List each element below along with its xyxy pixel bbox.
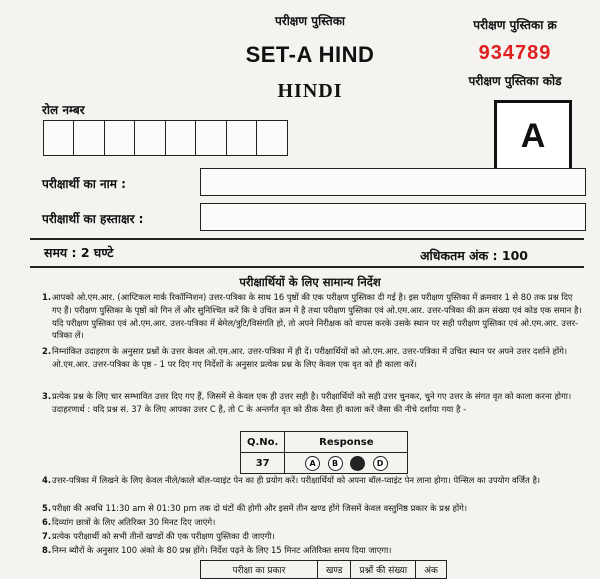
instruction-item: [42, 516, 582, 529]
candidate-name-label: परीक्षार्थी का नाम :: [42, 177, 126, 191]
instruction-text: परीक्षा की अवधि 11:30 am से 01:30 pm तक दो घंटों की होगी और इसमें तीन खण्ड होंगे जिसमें केवल वस्तुनिष्ठ प्रकार के प्रश्न होंगे।: [52, 503, 468, 513]
booklet-code-label: परीक्षण पुस्तिका कोड: [468, 74, 562, 88]
roll-digit-cell[interactable]: [43, 120, 75, 156]
instruction-number: 1.: [42, 292, 52, 302]
divider-bottom: [30, 266, 584, 268]
instruction-number: 6.: [42, 517, 52, 527]
section-header: खण्ड: [318, 561, 351, 579]
instruction-number: 2.: [42, 346, 52, 356]
instruction-item: [42, 502, 582, 515]
instruction-item: [42, 291, 582, 342]
bubble-d[interactable]: D: [373, 456, 388, 471]
instruction-item: [42, 390, 582, 416]
instruction-text: आपको ओ.एम.आर. (आप्टिकल मार्क रिकॉग्निशन) उत्तर-पत्रिका के साथ 16 पृष्ठों की एक परीक्षण पुस्तिका दी गई है। इस परीक्षण पुस्तिका में क्रमवार 1 से 80 तक प्रश्न दिए गए हैं। परीक्षण पुस्तिका के पृष्ठों को गिन लें और सुनिश्चित करें कि वे उचित क्रम में है तथा परीक्षण पुस्तिका एवं ओ.एम.आर. उत्तर-पत्रिका की क्रम संख्या एवं कोड एक समान है। यदि परीक्षण पुस्तिका एवं ओ.एम.आर. उत्तर-पत्रिका में बेमेल/त्रुटि/विसंगति हो, तो अपने निरीक्षक को वापस करके उसके स्थान पर सही परीक्षण पुस्तिका एवं ओ.एम.आर. उत्तर-पत्रिका लें।: [52, 292, 582, 341]
instruction-text: दिव्यांग छात्रों के लिए अतिरिक्त 30 मिनट दिए जाएंगे।: [52, 517, 216, 527]
roll-number-label: रोल नम्बर: [42, 103, 85, 117]
response-bubbles: [285, 453, 408, 474]
roll-digit-cell[interactable]: [226, 120, 258, 156]
qno-value: 37: [241, 453, 285, 474]
response-example-table: [240, 431, 408, 474]
marks-header: अंक: [416, 561, 447, 579]
subject-title: HINDI: [277, 80, 343, 102]
instruction-text: प्रत्येक प्रश्न के लिए चार सम्भावित उत्तर दिए गए हैं, जिसमें से केवल एक ही उत्तर सही है। परीक्षार्थियों को सही उत्तर चुनकर, चुने गए उत्तर के संगत वृत को काला करना होगा। उदाहरणार्थ : यदि प्रश्न सं. 37 के लिए आपका उत्तर C है, तो C के अन्तर्गत वृत को ठीक वैसा ही काला करें जैसा की नीचे दर्शाया गया है -: [52, 391, 572, 414]
instruction-item: [42, 345, 582, 371]
instruction-number: 7.: [42, 531, 52, 541]
instruction-number: 3.: [42, 391, 52, 401]
max-marks: अधिकतम अंक : 100: [420, 248, 528, 263]
exam-type-header: परीक्षा का प्रकार: [201, 561, 318, 579]
candidate-signature-field[interactable]: [200, 203, 586, 231]
roll-digit-cell[interactable]: [104, 120, 136, 156]
response-header: Response: [285, 432, 408, 453]
instructions-heading: परीक्षार्थियों के लिए सामान्य निर्देश: [239, 275, 381, 289]
bubble-b[interactable]: B: [328, 456, 343, 471]
roll-digit-cell[interactable]: [195, 120, 227, 156]
instruction-item: [42, 474, 582, 487]
booklet-number: 934789: [478, 42, 552, 64]
roll-digit-cell[interactable]: [256, 120, 288, 156]
instruction-text: निम्नांकित उदाहरण के अनुसार प्रश्नों के उत्तर केवल ओ.एम.आर. उत्तर-पत्रिका में ही दें। परीक्षार्थियों को ओ.एम.आर. उत्तर-पत्रिका में उचित स्थान पर अपने उत्तर दर्शाने होंगे। ओ.एम.आर. उत्तर-पत्रिका के पृष्ठ - 1 पर दिए गए निर्देशों के अनुसार प्रत्येक प्रश्न के लिए केवल एक वृत को ही काला करें।: [52, 346, 568, 369]
exam-details-table: [200, 560, 447, 579]
candidate-name-field[interactable]: [200, 168, 586, 196]
qno-header: Q.No.: [241, 432, 285, 453]
instruction-number: 4.: [42, 475, 52, 485]
instruction-number: 8.: [42, 545, 52, 555]
set-title: SET-A HIND: [245, 42, 375, 67]
divider-top: [30, 238, 584, 240]
roll-number-grid: [44, 120, 288, 156]
question-count-header: प्रश्नों की संख्या: [351, 561, 416, 579]
bubble-a[interactable]: A: [305, 456, 320, 471]
booklet-no-label: परीक्षण पुस्तिका क्र: [473, 18, 557, 32]
instruction-text: निम्न ब्यौरों के अनुसार 100 अंको के 80 प्रश्न होंगे। निर्देश पढ़ने के लिए 15 मिनट अतिरिक्त समय दिया जाएगा।: [52, 545, 392, 555]
booklet-label: परीक्षण पुस्तिका: [274, 14, 346, 28]
exam-duration: समय : 2 घण्टे: [44, 245, 114, 260]
roll-digit-cell[interactable]: [134, 120, 166, 156]
bubble-c-filled[interactable]: C: [350, 456, 365, 471]
roll-digit-cell[interactable]: [165, 120, 197, 156]
instruction-text: उत्तर-पत्रिका में लिखने के लिए केवल नीले/काले बॉल-प्वाइंट पेन का ही प्रयोग करें। परीक्षार्थियों को अपना बॉल-प्वाइंट पेन लाना होगा। पेन्सिल का उपयोग वर्जित है।: [52, 475, 541, 485]
instruction-item: [42, 530, 582, 543]
booklet-code-box: A: [494, 100, 572, 172]
instruction-item: [42, 544, 582, 557]
instruction-number: 5.: [42, 503, 52, 513]
roll-digit-cell[interactable]: [73, 120, 105, 156]
candidate-signature-label: परीक्षार्थी का हस्ताक्षर :: [42, 212, 144, 226]
instruction-text: प्रत्येक परीक्षार्थी को सभी तीनों खण्डों की एक परीक्षण पुस्तिका दी जाएगी।: [52, 531, 275, 541]
